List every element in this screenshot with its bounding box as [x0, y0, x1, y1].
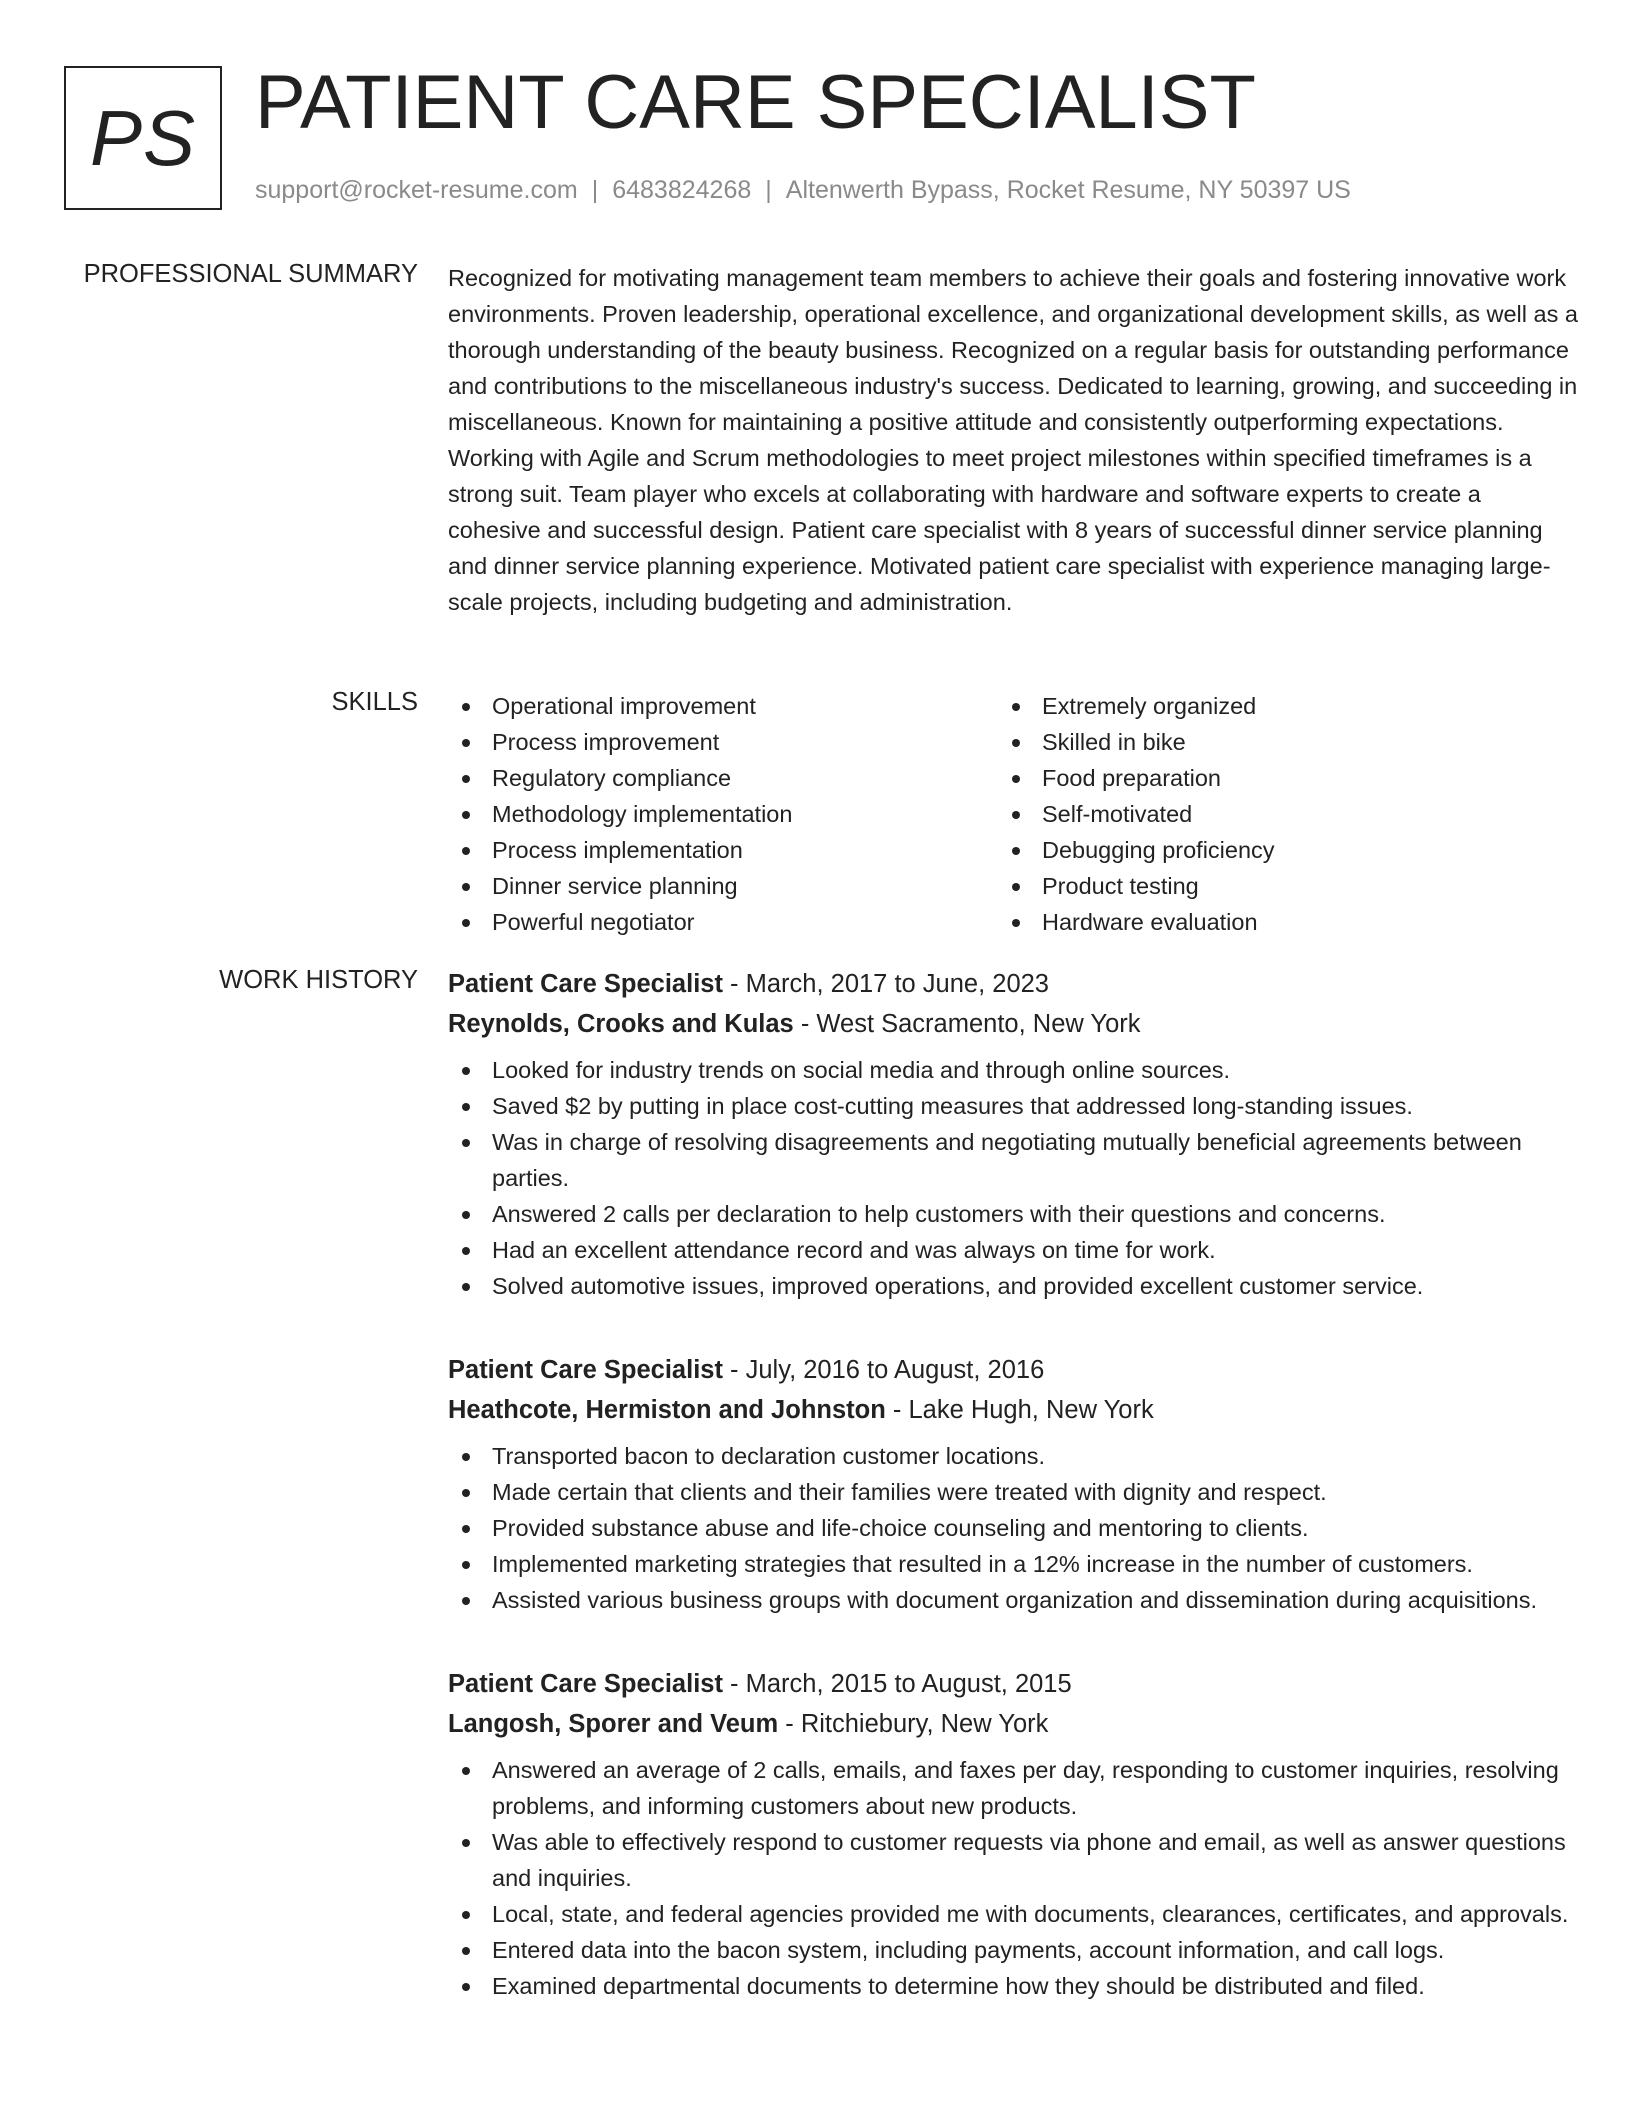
list-item: Entered data into the bacon system, including payments, account information, and call logs.	[448, 1932, 1578, 1968]
contact-phone: 6483824268	[612, 176, 752, 204]
list-item: Hardware evaluation	[998, 904, 1548, 940]
list-item: Made certain that clients and their families were treated with dignity and respect.	[448, 1474, 1578, 1510]
list-item: Skilled in bike	[998, 724, 1548, 760]
list-item: Transported bacon to declaration customer locations.	[448, 1438, 1578, 1474]
list-item: Had an excellent attendance record and was always on time for work.	[448, 1232, 1578, 1268]
job-title-line	[448, 1664, 1578, 1704]
list-item: Looked for industry trends on social media and through online sources.	[448, 1052, 1578, 1088]
job-location: - Ritchiebury, New York	[778, 1710, 1049, 1738]
contact-line	[255, 176, 1351, 205]
job-title-line	[448, 1350, 1578, 1390]
resume-title: PATIENT CARE SPECIALIST	[255, 60, 1256, 145]
job-company-line	[448, 1704, 1578, 1744]
job-company-line	[448, 1004, 1578, 1044]
list-item: Examined departmental documents to determine how they should be distributed and filed.	[448, 1968, 1578, 2004]
job-bullet-list	[448, 1438, 1578, 1618]
job-entry	[448, 1350, 1578, 1618]
monogram-box	[64, 66, 222, 210]
list-item: Assisted various business groups with document organization and dissemination during acquisitions.	[448, 1582, 1578, 1618]
list-item: Solved automotive issues, improved operations, and provided excellent customer service.	[448, 1268, 1578, 1304]
job-entry	[448, 1664, 1578, 2004]
skills-list-right	[998, 688, 1548, 940]
list-item: Answered an average of 2 calls, emails, and faxes per day, responding to customer inquiries, resolving problems, and informing customers about new products.	[448, 1752, 1578, 1824]
contact-separator: |	[765, 176, 772, 204]
list-item: Was in charge of resolving disagreements and negotiating mutually beneficial agreements between parties.	[448, 1124, 1578, 1196]
summary-text: Recognized for motivating management team members to achieve their goals and fostering innovative work environments. Proven leadership, operational excellence, and organizational development skills, as well as a thorough understanding of the beauty business. Recognized on a regular basis for outstanding performance and contributions to the miscellaneous industry's success. Dedicated to learning, growing, and succeeding in miscellaneous. Known for maintaining a positive attitude and consistently outperforming expectations. Working with Agile and Scrum methodologies to meet project milestones within specified timeframes is a strong suit. Team player who excels at collaborating with hardware and software experts to create a cohesive and successful design. Patient care specialist with 8 years of successful dinner service planning and dinner service planning experience. Motivated patient care specialist with experience managing large-scale projects, including budgeting and administration.	[448, 265, 1578, 615]
job-company: Langosh, Sporer and Veum	[448, 1710, 779, 1738]
job-dates: - March, 2017 to June, 2023	[722, 970, 1049, 998]
list-item: Methodology implementation	[448, 796, 998, 832]
list-item: Product testing	[998, 868, 1548, 904]
job-title: Patient Care Specialist	[448, 1670, 723, 1698]
summary-heading: PROFESSIONAL SUMMARY	[83, 260, 418, 288]
list-item: Local, state, and federal agencies provided me with documents, clearances, certificates, and approvals.	[448, 1896, 1578, 1932]
job-bullet-list	[448, 1052, 1578, 1304]
list-item: Was able to effectively respond to customer requests via phone and email, as well as answer questions and inquiries.	[448, 1824, 1578, 1896]
job-company: Reynolds, Crooks and Kulas	[448, 1010, 794, 1038]
list-item: Process improvement	[448, 724, 998, 760]
job-title: Patient Care Specialist	[448, 970, 723, 998]
work-history-body	[448, 964, 1578, 2050]
job-bullet-list	[448, 1752, 1578, 2004]
job-entry	[448, 964, 1578, 1304]
job-company-line	[448, 1390, 1578, 1430]
job-location: - Lake Hugh, New York	[885, 1396, 1154, 1424]
contact-separator: |	[591, 176, 599, 204]
list-item: Implemented marketing strategies that resulted in a 12% increase in the number of customers.	[448, 1546, 1578, 1582]
job-company: Heathcote, Hermiston and Johnston	[448, 1396, 886, 1424]
list-item: Dinner service planning	[448, 868, 998, 904]
contact-address: Altenwerth Bypass, Rocket Resume, NY 50397 US	[785, 176, 1351, 204]
job-title-line	[448, 964, 1578, 1004]
list-item: Provided substance abuse and life-choice counseling and mentoring to clients.	[448, 1510, 1578, 1546]
work-history-heading: WORK HISTORY	[219, 966, 418, 994]
list-item: Debugging proficiency	[998, 832, 1548, 868]
job-dates: - March, 2015 to August, 2015	[722, 1670, 1072, 1698]
list-item: Operational improvement	[448, 688, 998, 724]
job-title: Patient Care Specialist	[448, 1356, 723, 1384]
skills-body	[448, 688, 1578, 940]
list-item: Regulatory compliance	[448, 760, 998, 796]
job-location: - West Sacramento, New York	[793, 1010, 1141, 1038]
list-item: Powerful negotiator	[448, 904, 998, 940]
skills-list-left	[448, 688, 998, 940]
skills-heading: SKILLS	[331, 688, 418, 716]
list-item: Saved $2 by putting in place cost-cutting measures that addressed long-standing issues.	[448, 1088, 1578, 1124]
monogram-initials: PS	[89, 93, 197, 182]
job-dates: - July, 2016 to August, 2016	[722, 1356, 1045, 1384]
list-item: Food preparation	[998, 760, 1548, 796]
list-item: Answered 2 calls per declaration to help customers with their questions and concerns.	[448, 1196, 1578, 1232]
list-item: Process implementation	[448, 832, 998, 868]
skills-grid	[448, 688, 1578, 940]
contact-email: support@rocket-resume.com	[255, 176, 578, 204]
list-item: Extremely organized	[998, 688, 1548, 724]
list-item: Self-motivated	[998, 796, 1548, 832]
